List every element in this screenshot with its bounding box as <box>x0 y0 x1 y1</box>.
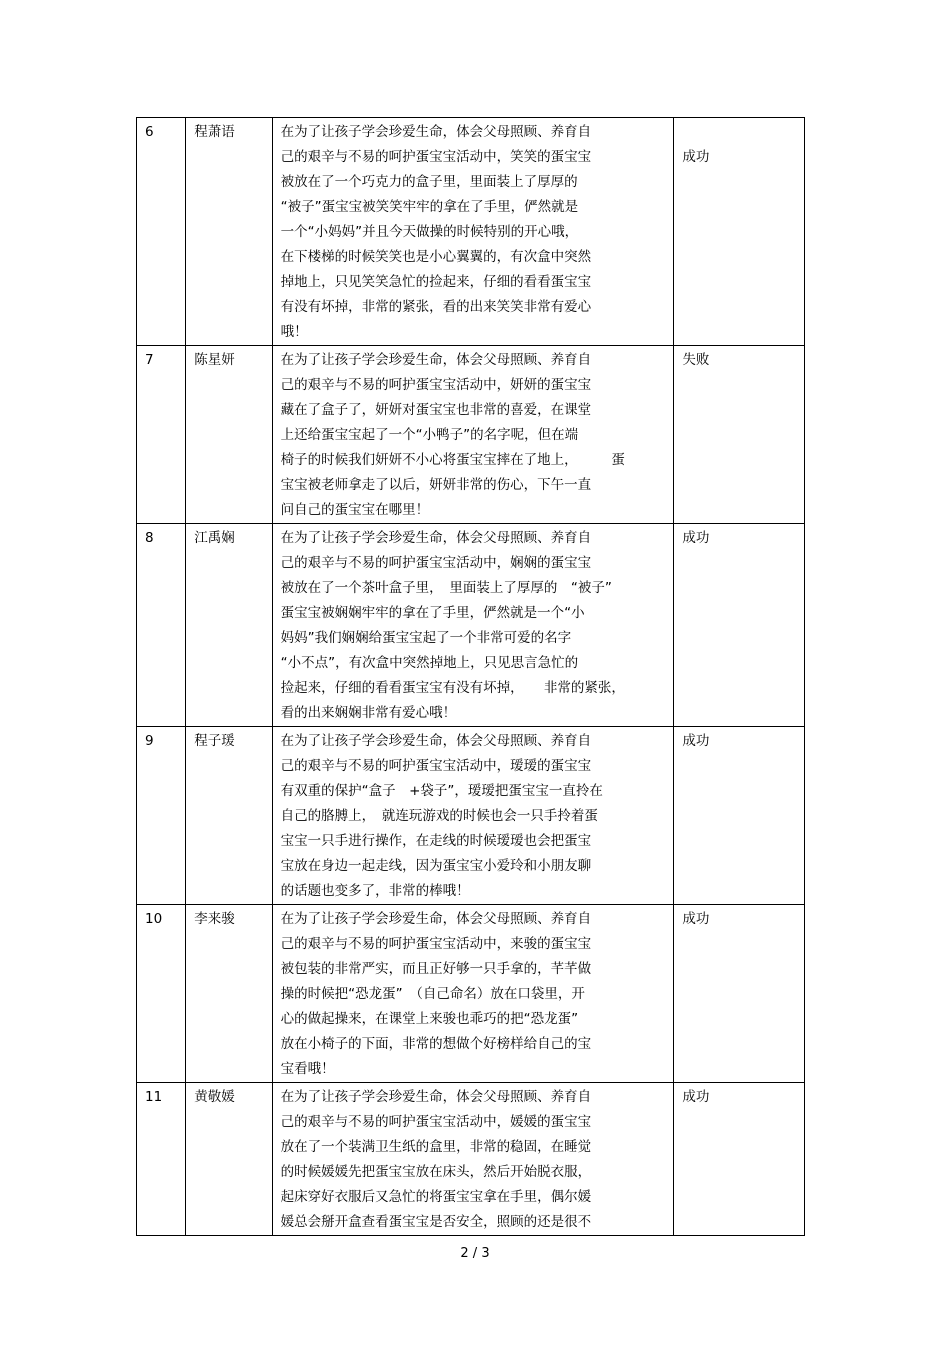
result-text: 失败 <box>682 352 710 368</box>
row-number: 7 <box>145 352 154 368</box>
child-name: 陈星妍 <box>194 352 235 368</box>
table-row <box>137 905 805 1083</box>
description-line: 己的艰辛与不易的呵护蛋宝宝活动中，娴娴的蛋宝宝 <box>280 555 592 571</box>
result-text: 成功 <box>682 911 710 927</box>
name-cell <box>186 1083 272 1236</box>
description-line: 宝看哦！ <box>280 1061 335 1077</box>
description-line: 上还给蛋宝宝起了一个“小鸭子”的名字呢，但在端 <box>280 427 579 443</box>
description-line: 有双重的保护“盒子 +袋子”，瑷瑷把蛋宝宝一直拎在 <box>280 783 603 799</box>
description-line: 己的艰辛与不易的呵护蛋宝宝活动中，笑笑的蛋宝宝 <box>280 149 592 165</box>
description-line: 宝宝一只手进行操作，在走线的时候瑷瑷也会把蛋宝 <box>280 833 592 849</box>
description-line: 妈妈”我们娴娴给蛋宝宝起了一个非常可爱的名字 <box>280 630 572 646</box>
table-row <box>137 1083 805 1236</box>
description-line: 起床穿好衣服后又急忙的将蛋宝宝拿在手里，偶尔媛 <box>280 1189 592 1205</box>
description-line: 在下楼梯的时候笑笑也是小心翼翼的，有次盒中突然 <box>280 249 592 265</box>
child-name: 江禹娴 <box>194 530 235 546</box>
result-cell <box>674 905 805 1083</box>
name-cell <box>186 346 272 524</box>
description-line: 在为了让孩子学会珍爱生命，体会父母照顾、养育自 <box>280 124 592 140</box>
records-table <box>136 117 805 1236</box>
description-line: 己的艰辛与不易的呵护蛋宝宝活动中，来骏的蛋宝宝 <box>280 936 592 952</box>
child-name: 黄敬媛 <box>194 1089 235 1105</box>
page-number: 2 / 3 <box>460 1246 490 1261</box>
number-cell <box>137 1083 186 1236</box>
description-cell <box>272 1083 674 1236</box>
description-line: 捡起来，仔细的看看蛋宝宝有没有坏掉， 非常的紧张， <box>280 680 625 696</box>
child-name: 程子瑗 <box>194 733 235 749</box>
result-cell <box>674 346 805 524</box>
description-line: 被包装的非常严实，而且正好够一只手拿的，芊芊做 <box>280 961 592 977</box>
table-row <box>137 118 805 346</box>
description-line: 椅子的时候我们妍妍不小心将蛋宝宝摔在了地上， 蛋 <box>280 452 625 468</box>
description-line: 心的做起操来，在课堂上来骏也乖巧的把“恐龙蛋” <box>280 1011 579 1027</box>
description-line: 在为了让孩子学会珍爱生命，体会父母照顾、养育自 <box>280 733 592 749</box>
description-line: 哦！ <box>280 324 308 340</box>
description-line: 自己的胳膊上， 就连玩游戏的时候也会一只手拎着蛋 <box>280 808 598 824</box>
description-cell <box>272 727 674 905</box>
table-row <box>137 524 805 727</box>
description-line: 被放在了一个巧克力的盒子里，里面装上了厚厚的 <box>280 174 578 190</box>
result-cell <box>674 1083 805 1236</box>
child-name: 李来骏 <box>194 911 235 927</box>
description-line: 藏在了盒子了，妍妍对蛋宝宝也非常的喜爱，在课堂 <box>280 402 592 418</box>
description-line: 看的出来娴娴非常有爱心哦！ <box>280 705 457 721</box>
number-cell <box>137 524 186 727</box>
description-line: 问自己的蛋宝宝在哪里！ <box>280 502 430 518</box>
description-line: 操的时候把“恐龙蛋” （自己命名）放在口袋里，开 <box>280 986 585 1002</box>
description-line: 在为了让孩子学会珍爱生命，体会父母照顾、养育自 <box>280 352 592 368</box>
row-number: 11 <box>145 1089 163 1105</box>
row-number: 8 <box>145 530 154 546</box>
result-text: 成功 <box>682 1089 710 1105</box>
name-cell <box>186 905 272 1083</box>
description-line: 宝宝被老师拿走了以后，妍妍非常的伤心，下午一直 <box>280 477 592 493</box>
description-line: 在为了让孩子学会珍爱生命，体会父母照顾、养育自 <box>280 911 592 927</box>
description-line: 己的艰辛与不易的呵护蛋宝宝活动中，妍妍的蛋宝宝 <box>280 377 592 393</box>
description-line: 己的艰辛与不易的呵护蛋宝宝活动中，瑷瑷的蛋宝宝 <box>280 758 592 774</box>
result-cell <box>674 118 805 346</box>
description-line: 的时候媛媛先把蛋宝宝放在床头，然后开始脱衣服， <box>280 1164 592 1180</box>
description-line: 一个“小妈妈”并且今天做操的时候特别的开心哦， <box>280 224 579 240</box>
description-cell <box>272 905 674 1083</box>
number-cell <box>137 905 186 1083</box>
description-line: 放在了一个装满卫生纸的盒里，非常的稳固，在睡觉 <box>280 1139 592 1155</box>
table-row <box>137 727 805 905</box>
description-line: 放在小椅子的下面，非常的想做个好榜样给自己的宝 <box>280 1036 592 1052</box>
result-cell <box>674 727 805 905</box>
result-cell <box>674 524 805 727</box>
number-cell <box>137 118 186 346</box>
description-line: 的话题也变多了，非常的棒哦！ <box>280 883 470 899</box>
result-text: 成功 <box>682 149 710 165</box>
description-line: 蛋宝宝被娴娴牢牢的拿在了手里，俨然就是一个“小 <box>280 605 585 621</box>
description-line: 在为了让孩子学会珍爱生命，体会父母照顾、养育自 <box>280 530 592 546</box>
description-cell <box>272 118 674 346</box>
name-cell <box>186 727 272 905</box>
row-number: 10 <box>145 911 163 927</box>
description-line: 在为了让孩子学会珍爱生命，体会父母照顾、养育自 <box>280 1089 592 1105</box>
description-line: “小不点”，有次盒中突然掉地上，只见思言急忙的 <box>280 655 579 671</box>
description-cell <box>272 346 674 524</box>
result-text: 成功 <box>682 530 710 546</box>
description-line: 有没有坏掉，非常的紧张，看的出来笑笑非常有爱心 <box>280 299 592 315</box>
number-cell <box>137 727 186 905</box>
description-line: 掉地上，只见笑笑急忙的捡起来，仔细的看看蛋宝宝 <box>280 274 592 290</box>
table-body <box>137 118 805 1236</box>
description-cell <box>272 524 674 727</box>
description-line: 宝放在身边一起走线，因为蛋宝宝小爱玲和小朋友聊 <box>280 858 592 874</box>
row-number: 6 <box>145 124 154 140</box>
description-line: 己的艰辛与不易的呵护蛋宝宝活动中，媛媛的蛋宝宝 <box>280 1114 592 1130</box>
name-cell <box>186 118 272 346</box>
description-line: 媛总会掰开盒查看蛋宝宝是否安全，照顾的还是很不 <box>280 1214 592 1230</box>
description-line: “被子”蛋宝宝被笑笑牢牢的拿在了手里，俨然就是 <box>280 199 579 215</box>
number-cell <box>137 346 186 524</box>
name-cell <box>186 524 272 727</box>
row-number: 9 <box>145 733 154 749</box>
child-name: 程萧语 <box>194 124 235 140</box>
description-line: 被放在了一个茶叶盒子里， 里面装上了厚厚的 “被子” <box>280 580 612 596</box>
result-text: 成功 <box>682 733 710 749</box>
table-row <box>137 346 805 524</box>
